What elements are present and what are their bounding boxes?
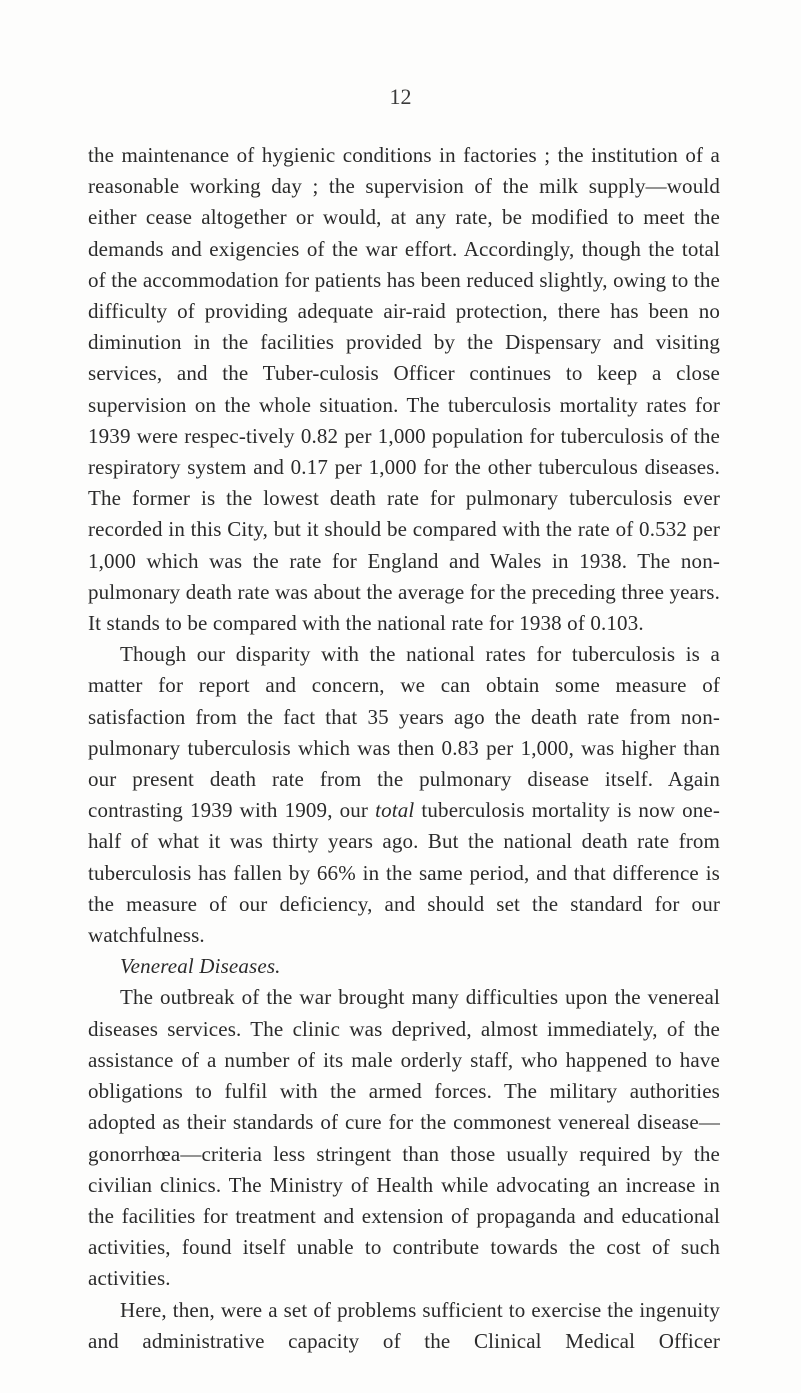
paragraph-2-text-a: Though our disparity with the national rates for tuberculosis is a matter for report and concern, we can obtain some measure of satisfaction from the fact that 35 years ago the death rate from non-pulmonary tuberculosis which was then 0.83 per 1,000, was higher than our present death rate from the pulmonary disease itself. Again contrasting 1939 with 1909, our <box>88 642 720 823</box>
paragraph-2 <box>88 639 720 951</box>
paragraph-3: The outbreak of the war brought many difficulties upon the venereal diseases services. The clinic was deprived, almost immediately, of the assistance of a number of its male orderly staff, who happened to have obligations to fulfil with the armed forces. The military authorities adopted as their standards of cure for the commonest venereal disease—gonorrhœa—criteria less stringent than those usually required by the civilian clinics. The Ministry of Health while advocating an increase in the facilities for treatment and extension of propaganda and educational activities, found itself unable to contribute towards the cost of such activities. <box>88 985 720 1291</box>
paragraph-1: the maintenance of hygienic conditions in factories ; the institution of a reasonable working day ; the supervision of the milk supply—would either cease altogether or would, at any rate, be modified to meet the demands and exigencies of the war effort. Accordingly, though the total of the accommodation for patients has been reduced slightly, owing to the difficulty of providing adequate air-raid protection, there has been no diminution in the facilities provided by the Dispensary and visiting services, and the Tuber-culosis Officer continues to keep a close supervision on the whole situation. The tuberculosis mortality rates for 1939 were respec-tively 0.82 per 1,000 population for tuberculosis of the respiratory system and 0.17 per 1,000 for the other tuberculous diseases. The former is the lowest death rate for pulmonary tuberculosis ever recorded in this City, but it should be compared with the rate of 0.532 per 1,000 which was the rate for England and Wales in 1938. The non-pulmonary death rate was about the average for the preceding three years. It stands to be compared with the national rate for 1938 of 0.103. <box>88 143 720 636</box>
paragraph-2-text-b: tuberculosis mortality is now one-half of what it was thirty years ago. But the national death rate from tuberculosis has fallen by 66% in the same period, and that difference is the measure of our deficiency, and should set the standard for our watchfulness. <box>88 798 720 948</box>
paragraph-2-emphasis: total <box>375 798 415 823</box>
section-heading-venereal-diseases: Venereal Diseases. <box>120 954 281 979</box>
body-text <box>88 140 720 1357</box>
paragraph-4: Here, then, were a set of problems sufficient to exercise the ingenuity and administrative capacity of the Clinical Medical Officer <box>88 1297 720 1353</box>
page-number: 12 <box>389 84 412 109</box>
